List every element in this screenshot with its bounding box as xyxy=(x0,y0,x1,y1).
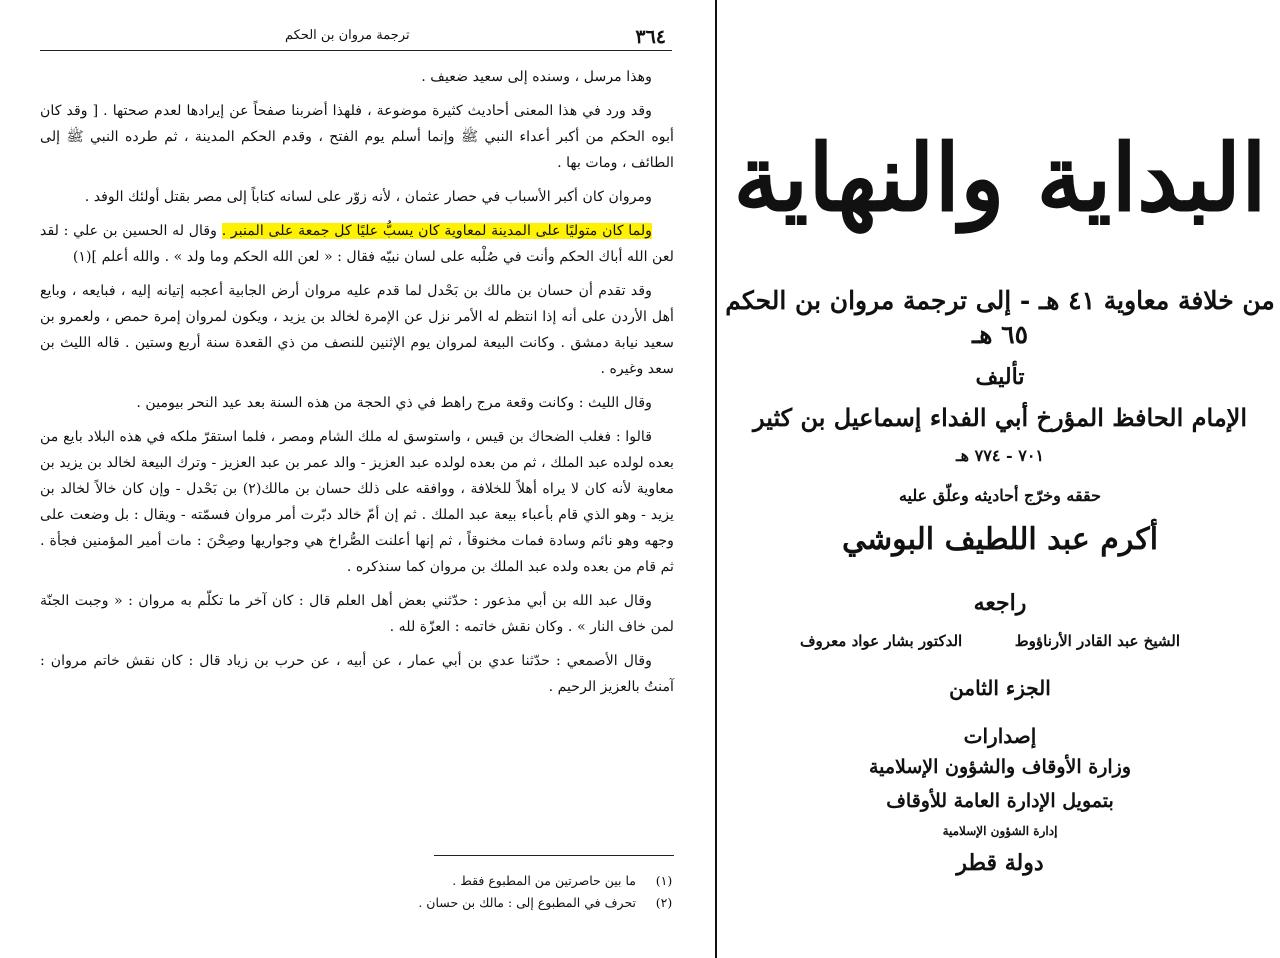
footnote-text: ما بين حاصرتين من المطبوع فقط . xyxy=(452,873,636,888)
footnote-number: (١) xyxy=(655,873,673,888)
footnotes xyxy=(300,870,674,914)
paragraph: ومروان كان أكبر الأسباب في حصار عثمان ، لأنه زوّر على لسانه كتاباً إلى مصر بقتل أولئك الوفد . xyxy=(84,189,652,205)
page-number: ٣٦٤ xyxy=(635,26,666,48)
review-label: راجعه xyxy=(973,590,1027,616)
country-name: دولة قطر xyxy=(956,850,1044,876)
editor-name: أكرم عبد اللطيف البوشي xyxy=(841,522,1159,557)
authorship-label: تأليف xyxy=(975,364,1025,390)
footnote-text: تحرف في المطبوع إلى : مالك بن حسان . xyxy=(418,895,636,910)
reviewers xyxy=(800,632,1180,650)
paragraph-continuation: وقال له الحسين بن علي : لقد لعن الله أباك الحكم وأنت في صُلْبه على لسان نبيّه فقال : « لعن الله الحكم وما ولد » . والله أعلم ](١) xyxy=(40,223,674,265)
paragraph: وهذا مرسل ، وسنده إلى سعيد ضعيف . xyxy=(421,69,652,85)
paragraph: قالوا : فغلب الضحاك بن قيس ، واستوسق له ملك الشام ومصر ، فلما استقرّ ملكه في هذه البلاد بايع من بعده لولده عبد الملك ، ثم من بعده لولده عبد العزيز - والد عمر بن عبد العزيز - وترك البيعة لخالد بن يزيد بن معاوية لأنه كان لا يراه أهلاً للخلافة ، ووافقه على ذلك حسان بن مالك(٢) بن بَحْدل - وإن كان خالاً لخالد بن يزيد - وهو الذي قام بأعباء بيعة عبد الملك . ثم إن أمّ خالد دبّرت أمر مروان فسمّته - ويقال : بل وضعت على وجهه وهو نائم وسادة فمات مخنوقاً ، ثم إنها أعلنت الصُّراخ هي وجواريها وصِحْنَ : مات أمير المؤمنين فجأة . ثم قام من بعده ولده عبد الملك بن مروان كما سنذكره . xyxy=(40,429,674,575)
funding-line: بتمويل الإدارة العامة للأوقاف xyxy=(886,790,1114,812)
publisher-ministry: وزارة الأوقاف والشؤون الإسلامية xyxy=(868,756,1132,778)
footnote-divider xyxy=(434,855,674,856)
publisher-label: إصدارات xyxy=(963,724,1037,748)
department-line: إدارة الشؤون الإسلامية xyxy=(942,824,1058,838)
paragraph: وقد ورد في هذا المعنى أحاديث كثيرة موضوعة ، فلهذا أضربنا صفحاً عن إيرادها لعدم صحتها . [ وقد كان أبوه الحكم من أكبر أعداء النبي ﷺ وإنما أسلم يوم الفتح ، وقدم الحكم المدينة ، ثم طرده النبي ﷺ إلى الطائف ، ومات بها . xyxy=(40,103,674,171)
running-title: ترجمة مروان بن الحكم xyxy=(285,28,410,43)
book-subtitle: من خلافة معاوية ٤١ هـ - إلى ترجمة مروان بن الحكم ٦٥ هـ xyxy=(725,286,1275,349)
reviewer-name: الشيخ عبد القادر الأرناؤوط xyxy=(1014,632,1180,650)
author-name: الإمام الحافظ المؤرخ أبي الفداء إسماعيل بن كثير xyxy=(752,403,1248,432)
body-text xyxy=(40,64,674,708)
footnote-number: (٢) xyxy=(655,895,673,910)
book-title: البداية والنهاية xyxy=(733,124,1267,232)
volume-label: الجزء الثامن xyxy=(949,676,1051,700)
running-header xyxy=(40,22,672,51)
paragraph: وقال الليث : وكانت وقعة مرج راهط في ذي الحجة من هذه السنة بعد عيد النحر بيومين . xyxy=(136,395,652,411)
paragraph: وقد تقدم أن حسان بن مالك بن بَحْدل لما قدم عليه مروان أرض الجابية أعجبه إتيانه إليه ، فبايعه ، وبايع أهل الأردن على أنه إذا انتظم له الأمر نزل عن الإمرة لخالد بن يزيد ، ويكون لمروان إمرة حمص ، ولعمرو بن سعيد نيابة دمشق . وكانت البيعة لمروان يوم الإثنين للنصف من ذي القعدة سنة أربع وستين . قاله الليث بن سعد وغيره . xyxy=(40,283,674,377)
footnote xyxy=(300,892,674,914)
paragraph-highlighted xyxy=(40,218,674,270)
highlighted-sentence: ولما كان متوليًا على المدينة لمعاوية كان يسبُّ عليًا كل جمعة على المنبر . xyxy=(221,223,652,239)
author-years: ٧٠١ - ٧٧٤ هـ xyxy=(955,446,1045,465)
footnote xyxy=(300,870,674,892)
paragraph: وقال عبد الله بن أبي مذعور : حدّثني بعض أهل العلم قال : كان آخر ما تكلّم به مروان : « وجبت الجنّة لمن خاف النار » . وكان نقش خاتمه : العزّة لله . xyxy=(40,593,674,635)
paragraph: وقال الأصمعي : حدّثنا عدي بن أبي عمار ، عن أبيه ، عن حرب بن زياد قال : كان نقش خاتم مروان : آمنتُ بالعزيز الرحيم . xyxy=(40,653,674,695)
reviewer-name: الدكتور بشار عواد معروف xyxy=(800,632,963,650)
page-divider xyxy=(715,0,717,958)
title-page xyxy=(720,0,1280,958)
verification-label: حققه وخرّج أحاديثه وعلّق عليه xyxy=(898,486,1102,505)
